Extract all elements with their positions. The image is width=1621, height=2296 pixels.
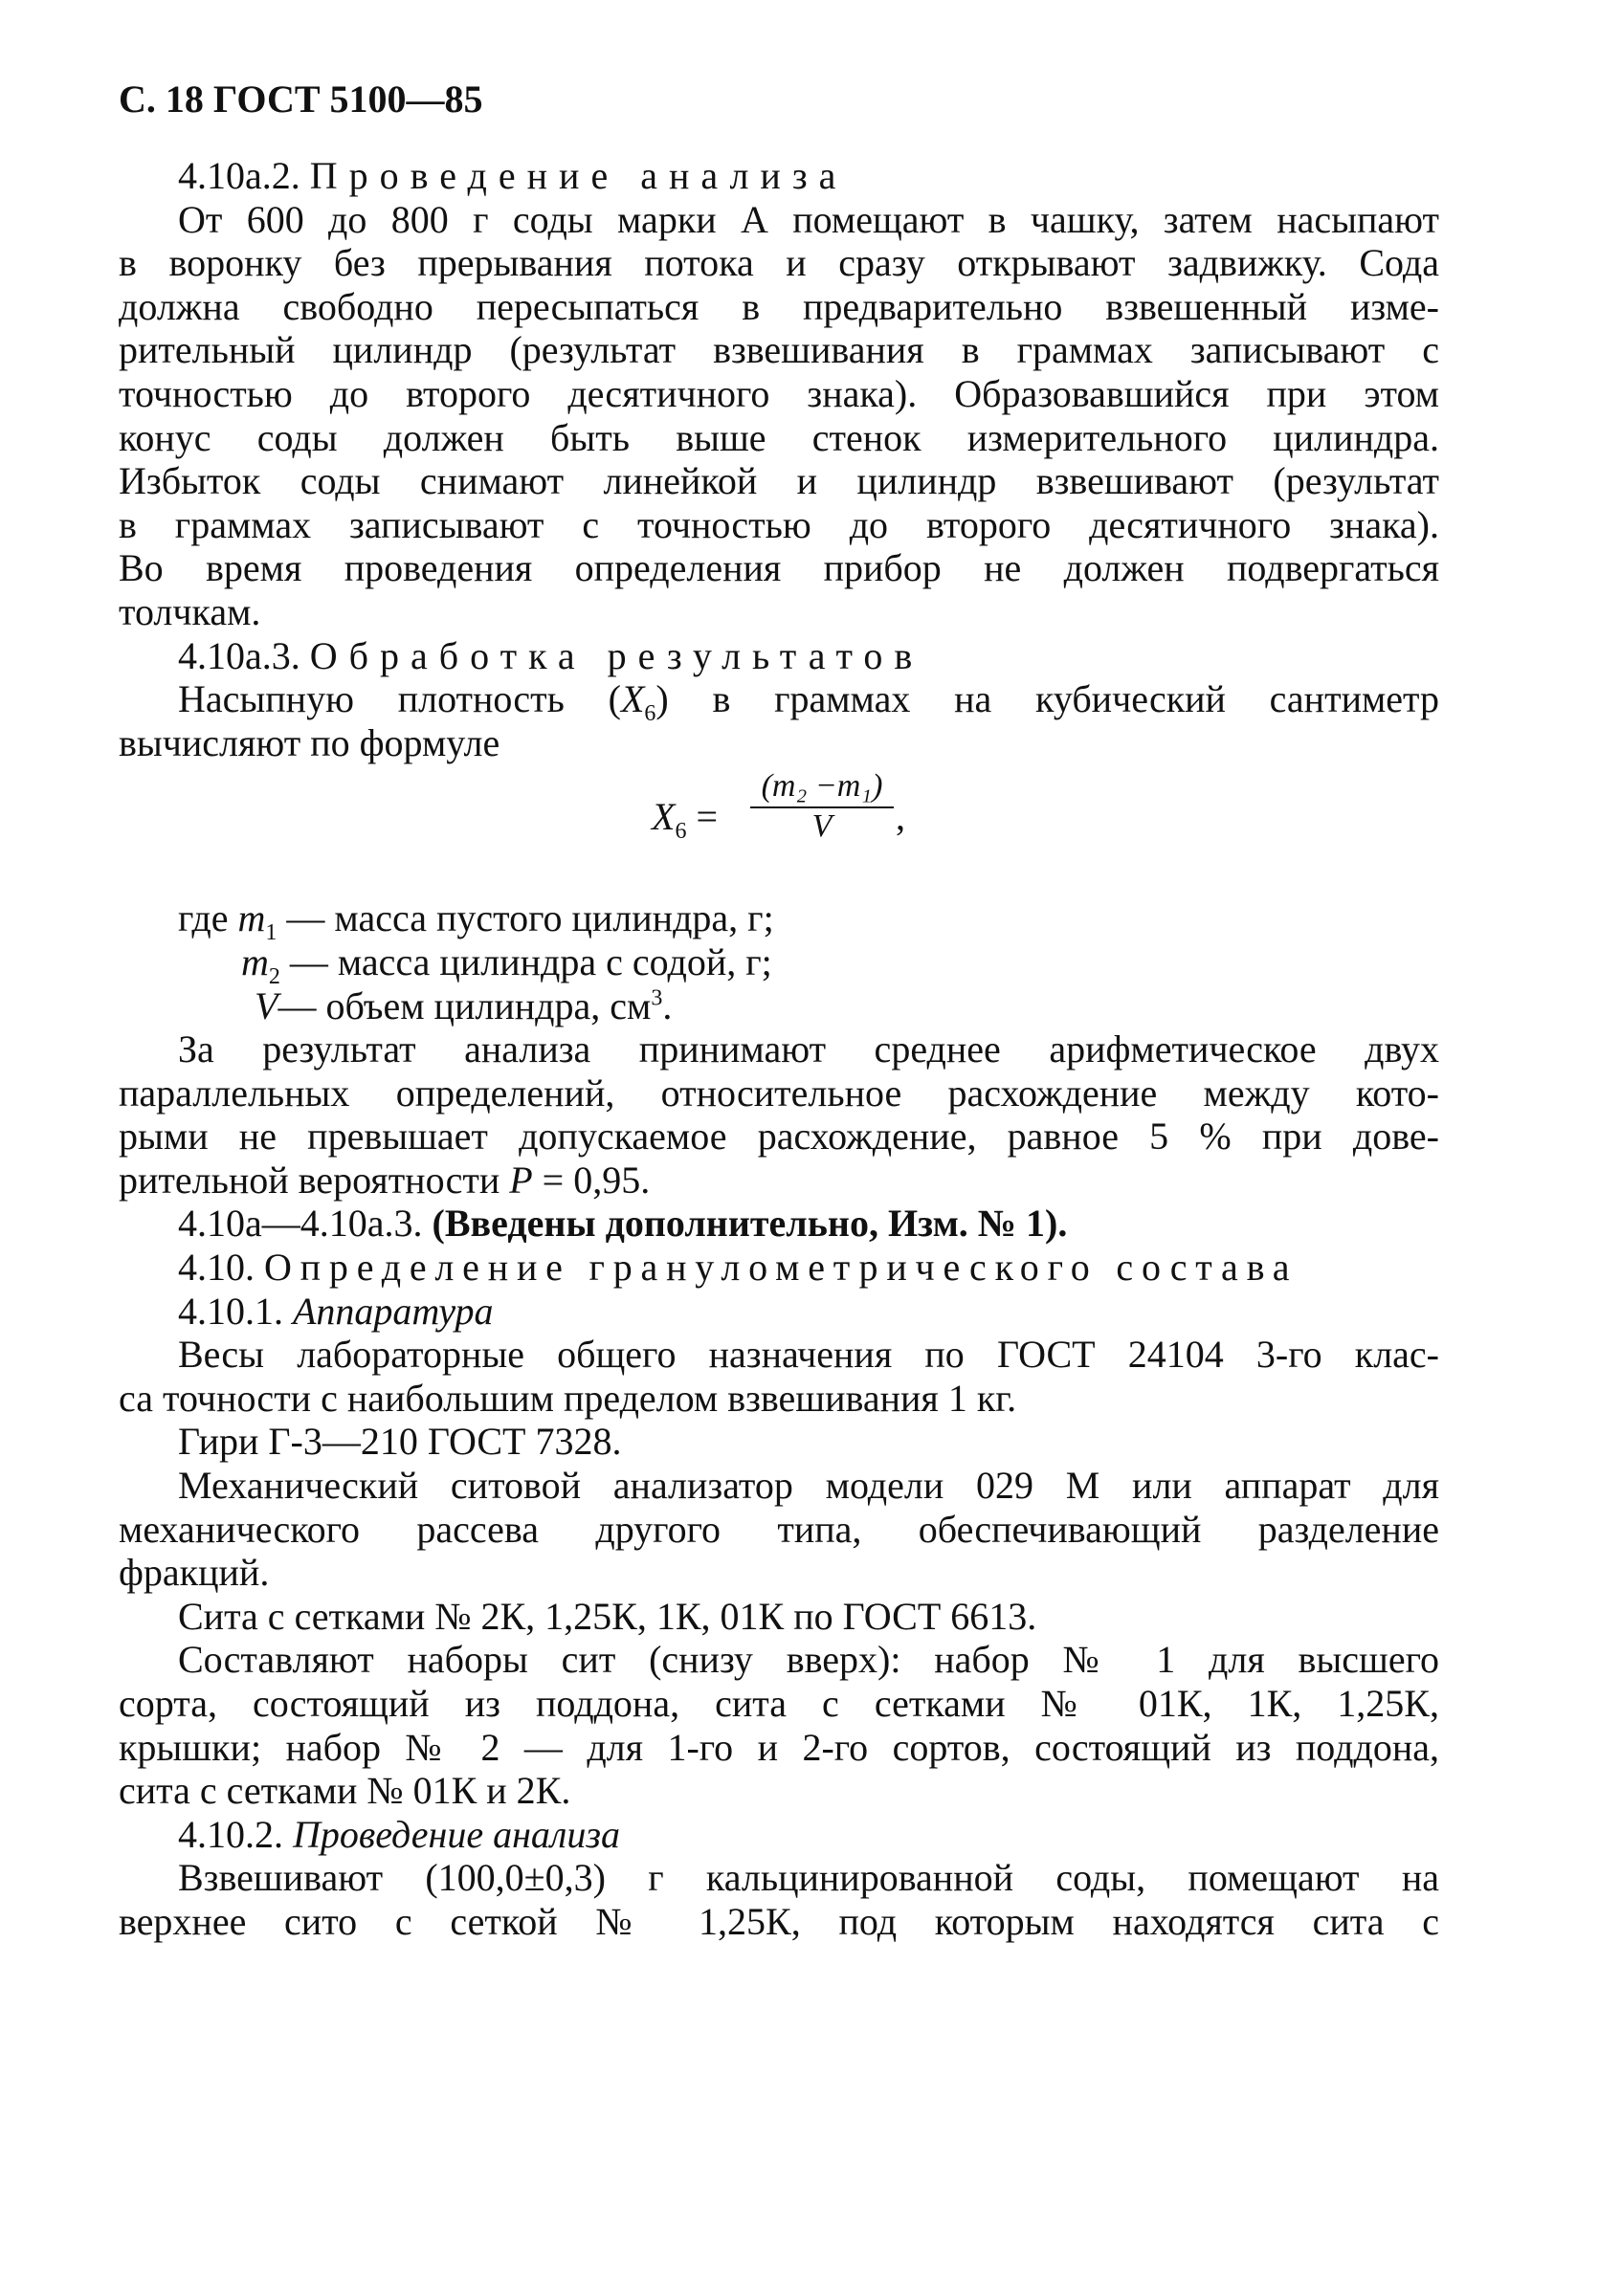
- text-fragment: Насыпную плотность (: [178, 677, 621, 721]
- section-number: 4.10.2.: [178, 1812, 283, 1856]
- subscript: 1: [265, 920, 278, 946]
- section-title: Обработка результатов: [309, 633, 924, 677]
- paragraph-scales: [119, 1333, 1439, 1420]
- section-number: 4.10а.3.: [178, 633, 300, 677]
- section-number: 4.10а.2.: [178, 154, 300, 197]
- paragraph-result: [119, 1027, 1439, 1202]
- section-heading-4-10-1: [119, 1290, 1439, 1334]
- paragraph-weights: Гири Г-3—210 ГОСТ 7328.: [178, 1420, 622, 1464]
- variable-x: X: [620, 677, 645, 721]
- text-fragment: рительной вероятности: [119, 1158, 510, 1202]
- paragraph-analyzer: [119, 1464, 1439, 1595]
- text-line: в воронку без прерывания потока и сразу открывают задвижку. Сода: [119, 241, 1439, 285]
- document-page: [119, 77, 1439, 1944]
- definition-m1: [119, 896, 1439, 946]
- text-line: Составляют наборы сит (снизу вверх): набор № 1 для высшего: [178, 1638, 1439, 1682]
- definition-m2: [119, 939, 1439, 989]
- definition-text: — масса цилиндра с содой, г;: [279, 939, 772, 983]
- text-line: Взвешивают (100,0±0,3) г кальцинированной соды, помещают на: [178, 1856, 1439, 1900]
- text-line: должна свободно пересыпаться в предварительно взвешенный изме-: [119, 284, 1439, 328]
- section-number: 4.10.: [178, 1246, 255, 1290]
- text-fragment: ) в граммах на кубический сантиметр: [655, 677, 1440, 721]
- text-line: [119, 677, 1440, 727]
- formula-var: m: [241, 939, 269, 983]
- text-line: Избыток соды снимают линейкой и цилиндр взвешивают (результат: [119, 459, 1439, 503]
- section-title: Проведение анализа: [293, 1812, 620, 1856]
- text-line: рительный цилиндр (результат взвешивания в граммах записывают с: [119, 328, 1439, 372]
- formula-var: X: [652, 795, 676, 839]
- page-header: С. 18 ГОСТ 5100—85: [119, 77, 483, 121]
- numerator: (m₂ −m₁): [750, 768, 894, 808]
- text-line: са точности с наибольшим пределом взвешивания 1 кг.: [119, 1376, 1017, 1420]
- subscript: 6: [675, 819, 687, 845]
- formula-lhs: [652, 795, 718, 845]
- definition-v: [119, 984, 1439, 1028]
- paragraph-sieve-sets: [119, 1638, 1439, 1812]
- text-line: параллельных определений, относительное расхождение между кото-: [119, 1071, 1439, 1115]
- text-line: толчкам.: [119, 589, 261, 633]
- text-line: Механический ситовой анализатор модели 029 М или аппарат для: [178, 1464, 1439, 1508]
- amendment-text: (Введены дополнительно, Изм. № 1).: [432, 1202, 1068, 1246]
- section-heading-4-10a-2: [119, 154, 1439, 198]
- text-line: крышки; набор № 2 — для 1-го и 2-го сортов, состоящий из поддона,: [119, 1725, 1439, 1769]
- formula-var: P: [509, 1158, 533, 1202]
- formula-fraction: [750, 768, 894, 845]
- text-line: Во время проведения определения прибор не должен подвергаться: [119, 546, 1439, 590]
- section-number: 4.10.1.: [178, 1289, 283, 1333]
- amendment-note: [119, 1202, 1439, 1246]
- variable-definitions: [119, 896, 1439, 1027]
- text-line: За результат анализа принимают среднее арифметическое двух: [178, 1027, 1439, 1071]
- text-line: верхнее сито с сеткой № 1,25К, под которым находятся сита с: [119, 1899, 1439, 1943]
- formula-var: V: [255, 983, 278, 1027]
- section-title: Проведение анализа: [309, 154, 848, 197]
- section-title: Определение гранулометрического состава: [264, 1246, 1299, 1290]
- text-fragment: = 0,95.: [532, 1158, 651, 1202]
- subscript: 2: [268, 963, 280, 989]
- text-line: Весы лабораторные общего назначения по ГОСТ 24104 3-го клас-: [178, 1333, 1439, 1377]
- denominator: V: [811, 808, 833, 845]
- text-line: От 600 до 800 г соды марки А помещают в чашку, затем насыпают: [178, 197, 1439, 241]
- text-line: фракций.: [119, 1551, 270, 1595]
- superscript: 3: [651, 985, 663, 1011]
- text-line: конус соды должен быть выше стенок измерительного цилиндра.: [119, 415, 1439, 459]
- text-line: [119, 1159, 1439, 1203]
- subscript: 6: [644, 701, 656, 727]
- text-line: вычисляют по формуле: [119, 720, 500, 764]
- section-title: Аппаратура: [293, 1289, 494, 1333]
- section-heading-4-10: [119, 1246, 1439, 1290]
- section-heading-4-10-2: [119, 1813, 1439, 1857]
- text-line: рыми не превышает допускаемое расхождение, равное 5 % при дове-: [119, 1115, 1439, 1159]
- paragraph-sieves: Сита с сетками № 2К, 1,25К, 1К, 01К по ГОСТ 6613.: [178, 1594, 1037, 1638]
- text-line: сорта, состоящий из поддона, сита с сетками № 01К, 1К, 1,25К,: [119, 1682, 1439, 1725]
- definition-end: .: [662, 983, 673, 1027]
- text-line: точностью до второго десятичного знака). Образовавшийся при этом: [119, 371, 1439, 415]
- equals-sign: =: [696, 795, 718, 839]
- where-word: где: [178, 896, 229, 940]
- paragraph-procedure: [119, 198, 1439, 634]
- section-heading-4-10a-3: [119, 634, 1439, 678]
- paragraph-weighing: [119, 1856, 1439, 1943]
- text-line: механического рассева другого типа, обеспечивающий разделение: [119, 1507, 1439, 1551]
- text-line: в граммах записывают с точностью до второго десятичного знака).: [119, 502, 1439, 546]
- formula-comma: ,: [896, 795, 905, 839]
- definition-text: — масса пустого цилиндра, г;: [277, 896, 774, 940]
- formula-x6: [119, 766, 1439, 866]
- paragraph-density-intro: [119, 677, 1439, 764]
- text-line: сита с сетками № 01К и 2К.: [119, 1769, 571, 1813]
- amendment-range: 4.10а—4.10а.3.: [178, 1202, 423, 1246]
- formula-var: m: [237, 896, 266, 940]
- definition-text: — объем цилиндра, см: [278, 983, 652, 1027]
